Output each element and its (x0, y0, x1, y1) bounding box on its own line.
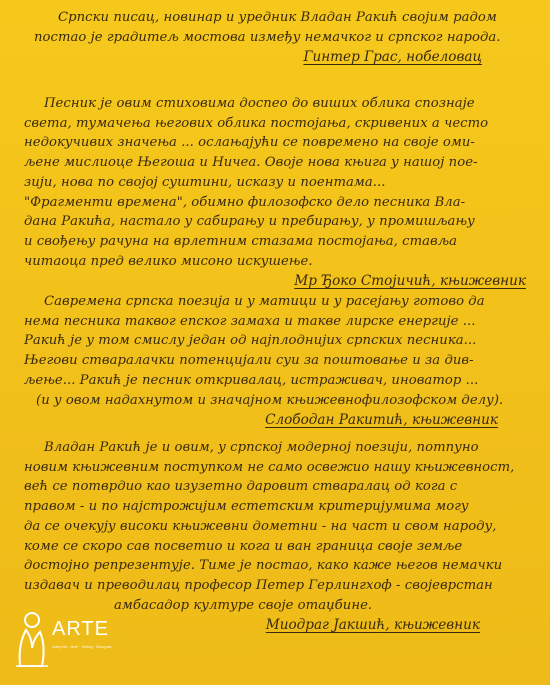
text-line: правом - и по најстрожијим естетским критеријумима могу (24, 499, 469, 515)
text-line: нема песника таквог епског замаха и такве лирске енергије ... (24, 313, 476, 329)
text-line: коме се скоро сав посветио и кога и ван граница своје земље (24, 538, 463, 554)
text-line: Ракић је у том смислу један од најплоднијих српских песника... (24, 333, 477, 349)
text-line: достојно репрезентује. Тиме је постао, како каже његов немачки (24, 558, 503, 574)
quote-miodrag-jaksic (24, 438, 528, 635)
text-line: "Фрагменти времена", обимно филозофско дело песника Вла- (24, 194, 466, 210)
logo-subtitle: Arteprint · Arte · Verlag · Beograd (52, 644, 112, 649)
text-line: постао је градитељ мостова између немачког и српског народа. (34, 29, 501, 45)
signature: Гинтер Грас, нобеловац (303, 49, 482, 66)
signature: Слободан Ракитић, књижевник (265, 412, 498, 429)
text-line: амбасадор културе своје отаџбине. (114, 597, 373, 613)
text-line: Песник је овим стиховима доспео до виших облика спознаје (44, 96, 475, 111)
signature: Миодраг Јакшић, књижевник (265, 617, 480, 634)
text-line: Његови стваралачки потенцијали суи за поштовање и за див- (24, 353, 474, 369)
text-line: Савремена српска поезија и у матици и у расејању готово да (44, 294, 485, 309)
text-line: дана Ракића, настало у сабирању и пребирању, у промишљању (24, 214, 475, 230)
logo-wordmark: ARTE (52, 618, 109, 640)
text-line: читаоца пред велико мисоно искушење. (24, 253, 313, 269)
text-line: Владан Ракић је и овим, у српској модерној поезији, потпуно (44, 440, 479, 455)
text-line: новим књижевним поступком не само освежио нашу књижевност, (24, 459, 515, 475)
text-line: (и у овом надахнутом и значајном књижевнофилозофском делу). (36, 392, 504, 408)
text-line: љене мислиоце Његоша и Ничеа. Овоје нова књига у нашој пое- (24, 155, 478, 171)
text-line: већ се потврдио као изузетно даровит стваралац од кога с (24, 479, 458, 495)
quote-djoko-stojicic (24, 94, 528, 291)
text-line: да се очекују високи књижевни дометни - на част и свом народу, (24, 518, 497, 534)
text-line: и свођењу рачуна на врлетним стазама постојања, ставља (24, 233, 458, 249)
quote-gunter-grass (24, 8, 528, 67)
text-line: Српски писац, новинар и уредник Владан Ракић својим радом (58, 10, 497, 25)
publisher-logo (12, 608, 122, 674)
quote-slobodan-rakitic (24, 292, 528, 430)
text-line: издавач и преводилац професор Петер Герлингхоф - својеврстан (24, 577, 493, 593)
text-line: недокучивих значења ... ослањајући се повремено на своје оми- (24, 135, 475, 151)
text-line: зији, нова по својој суштини, исказу и поентама... (24, 174, 386, 190)
text-line: света, тумачења његових облика постојања, скривених а често (24, 115, 489, 131)
signature: Мр Ђоко Стојичић, књижевник (294, 273, 526, 290)
text-line: љење... Ракић је песник откривалац, истраживач, иноватор ... (24, 372, 479, 388)
arte-logo-icon (12, 608, 52, 670)
